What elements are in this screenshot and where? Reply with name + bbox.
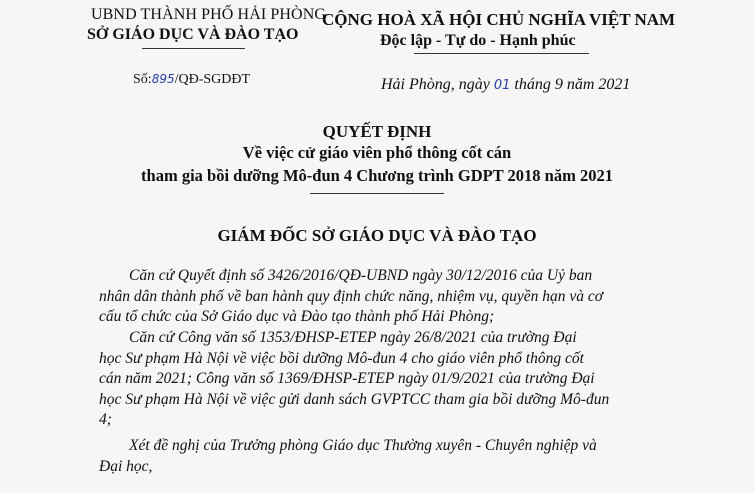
authority-heading: GIÁM ĐỐC SỞ GIÁO DỤC VÀ ĐÀO TẠO	[217, 226, 537, 245]
paragraph-line: Căn cứ Công văn số 1353/ĐHSP-ETEP ngày 26/8/2021 của trường Đại	[129, 329, 577, 346]
date-line	[381, 76, 630, 94]
legal-basis-paragraph-2	[99, 328, 609, 431]
decision-subject-line2: tham gia bồi dưỡng Mô-đun 4 Chương trình GDPT 2018 năm 2021	[141, 166, 613, 185]
decision-subject-line1: Về việc cử giáo viên phổ thông cốt cán	[242, 143, 512, 162]
doc-number-handwritten: 895	[151, 72, 175, 86]
paragraph-line: cấu tổ chức của Sở Giáo dục và Đào tạo thành phố Hải Phòng;	[99, 308, 495, 325]
national-motto: Độc lập - Tự do - Hạnh phúc	[380, 32, 576, 49]
proposal-paragraph	[99, 436, 597, 477]
title-underline	[310, 193, 444, 194]
date-day-handwritten: 01	[493, 78, 511, 93]
date-prefix: Hải Phòng, ngày	[381, 76, 494, 93]
paragraph-line: học Sư phạm Hà Nội về việc gửi danh sách GVPTCC tham gia bồi dưỡng Mô-đun	[99, 390, 610, 408]
national-title: CỘNG HOÀ XÃ HỘI CHỦ NGHĨA VIỆT NAM	[322, 10, 676, 29]
paragraph-line: nhân dân thành phố về ban hành quy định chức năng, nhiệm vụ, quyền hạn và cơ	[99, 287, 604, 305]
agency-name-line2: SỞ GIÁO DỤC VÀ ĐÀO TẠO	[87, 26, 299, 43]
paragraph-line: cán năm 2021; Công văn số 1369/ĐHSP-ETEP ngày 01/9/2021 của trường Đại	[99, 370, 595, 387]
decision-title: QUYẾT ĐỊNH	[322, 122, 432, 141]
motto-underline	[414, 53, 589, 54]
doc-number-suffix: /QĐ-SGDĐT	[174, 72, 251, 87]
paragraph-line: 4;	[99, 411, 112, 428]
doc-number-prefix: Số:	[133, 72, 152, 87]
paragraph-line: Xét đề nghị của Trưởng phòng Giáo dục Thường xuyên - Chuyên nghiệp và	[129, 437, 597, 454]
date-suffix: tháng 9 năm 2021	[510, 76, 631, 93]
agency-underline	[142, 48, 245, 49]
paragraph-line: Đại học,	[99, 457, 153, 475]
agency-name-line1: UBND THÀNH PHỐ HẢI PHÒNG	[91, 6, 327, 23]
legal-basis-paragraph-1	[99, 266, 603, 328]
document-number	[133, 72, 250, 88]
paragraph-line: Căn cứ Quyết định số 3426/2016/QĐ-UBND ngày 30/12/2016 của Uỷ ban	[129, 267, 593, 284]
paragraph-line: học Sư phạm Hà Nội về việc bồi dưỡng Mô-đun 4 cho giáo viên phổ thông cốt	[99, 349, 584, 367]
